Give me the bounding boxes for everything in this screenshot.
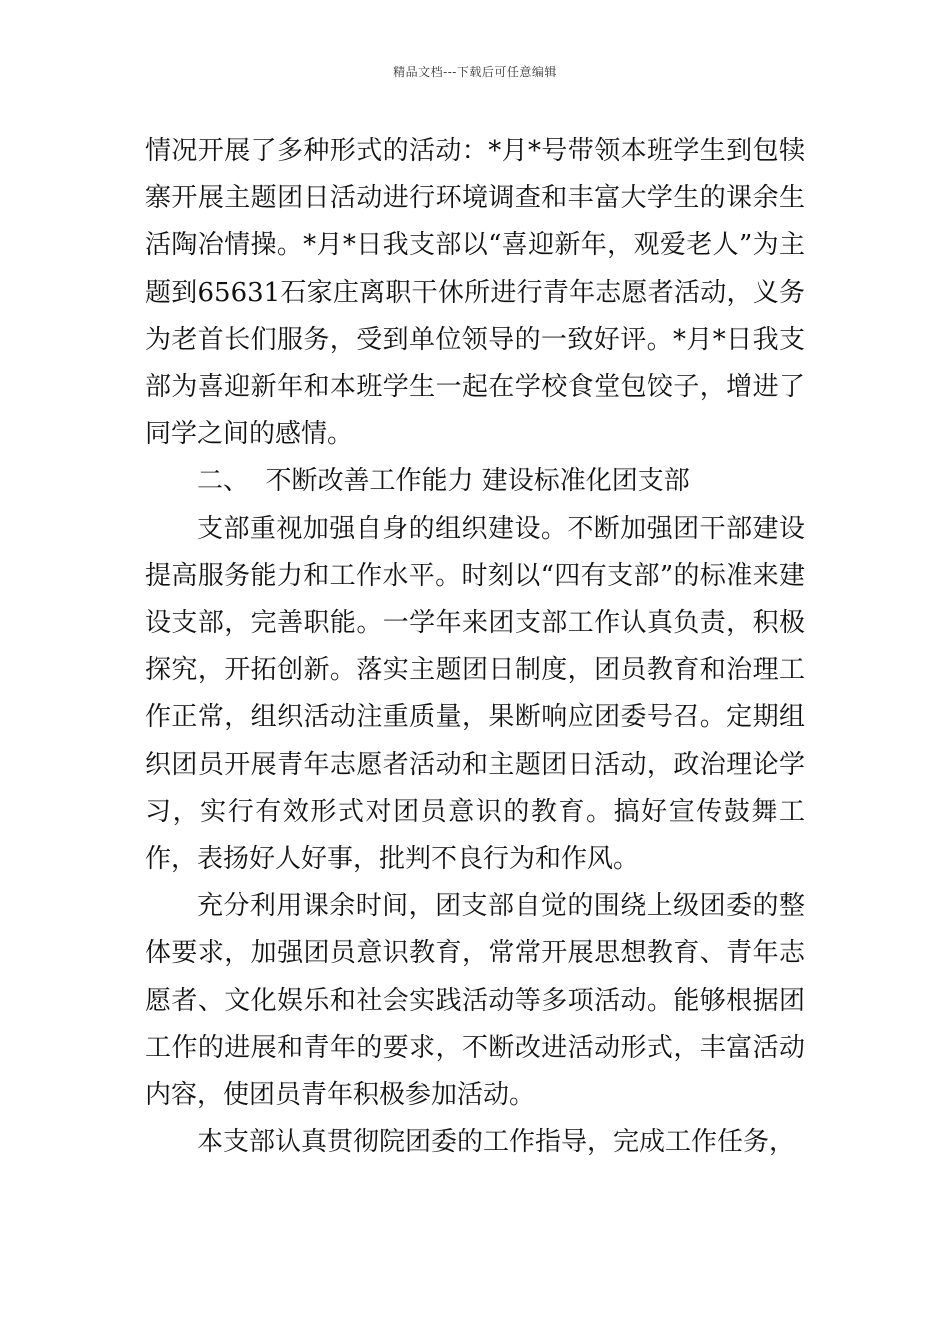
paragraph-guidance: 本支部认真贯彻院团委的工作指导，完成工作任务， [197, 1127, 796, 1158]
paragraph-spare-time: 充分利用课余时间，团支部自觉的围绕上级团委的整体要求，加强团员意识教育，常常开展思想教育、青年志愿者、文化娱乐和社会实践活动等多项活动。能够根据团工作的进展和青年的要求，不断改进活动形式，丰富活动内容，使团员青年积极参加活动。 [145, 891, 805, 1111]
paragraph-organization: 支部重视加强自身的组织建设。不断加强团干部建设提高服务能力和工作水平。时刻以“四有支部”的标准来建设支部，完善职能。一学年来团支部工作认真负责，积极探究，开拓创新。落实主题团日制度，团员教育和治理工作正常，组织活动注重质量，果断响应团委号召。定期组织团员开展青年志愿者活动和主题团日活动，政治理论学习，实行有效形式对团员意识的教育。搞好宣传鼓舞工作，表扬好人好事，批判不良行为和作风。 [145, 513, 805, 875]
paragraph-activities: 情况开展了多种形式的活动：*月*号带领本班学生到包犊寨开展主题团日活动进行环境调查和丰富大学生的课余生活陶冶情操。*月*日我支部以“喜迎新年，观爱老人”为主题到65631石家庄离职干休所进行青年志愿者活动，义务为老首长们服务，受到单位领导的一致好评。*月*日我支部为喜迎新年和本班学生一起在学校食堂包饺子，增进了同学之间的感情。 [145, 136, 805, 450]
section-heading: 二、 不断改善工作能力 建设标准化团支部 [197, 466, 690, 497]
document-body [145, 128, 805, 1166]
page-header: 精品文档---下载后可任意编辑 [393, 65, 557, 79]
